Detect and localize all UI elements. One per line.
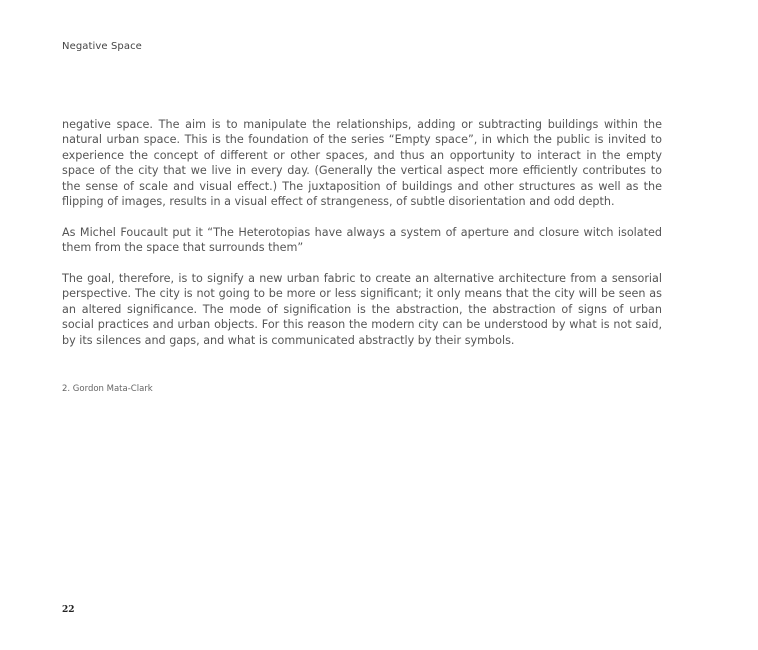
paragraph-negative-space: negative space. The aim is to manipulate the relationships, adding or subtracting buildings within the natural urban space. This is the foundation of the series “Empty space”, in which the public is invited to experience the concept of different or other spaces, and thus an opportunity to interact in the empty space of the city that we live in every day. (Generally the vertical aspect more efficiently contributes to the sense of scale and visual effect.) The juxtaposition of buildings and other structures as well as the flipping of images, results in a visual effect of strangeness, of subtle disorientation and odd depth. <box>62 118 662 209</box>
body-text <box>62 117 662 363</box>
running-header: Negative Space <box>62 41 142 52</box>
paragraph-urban-fabric: The goal, therefore, is to signify a new urban fabric to create an alternative architecture from a sensorial perspective. The city is not going to be more or less significant; it only means that the city will be seen as an altered significance. The mode of signification is the abstraction, the abstraction of signs of urban social practices and urban objects. For this reason the modern city can be understood by what is not said, by its silences and gaps, and what is communicated abstractly by their symbols. <box>62 272 662 347</box>
page-number: 22 <box>62 605 75 615</box>
figure-caption: 2. Gordon Mata-Clark <box>62 384 153 394</box>
paragraph-foucault-quote: As Michel Foucault put it “The Heterotopias have always a system of aperture and closure witch isolated them from the space that surrounds them” <box>62 225 662 255</box>
